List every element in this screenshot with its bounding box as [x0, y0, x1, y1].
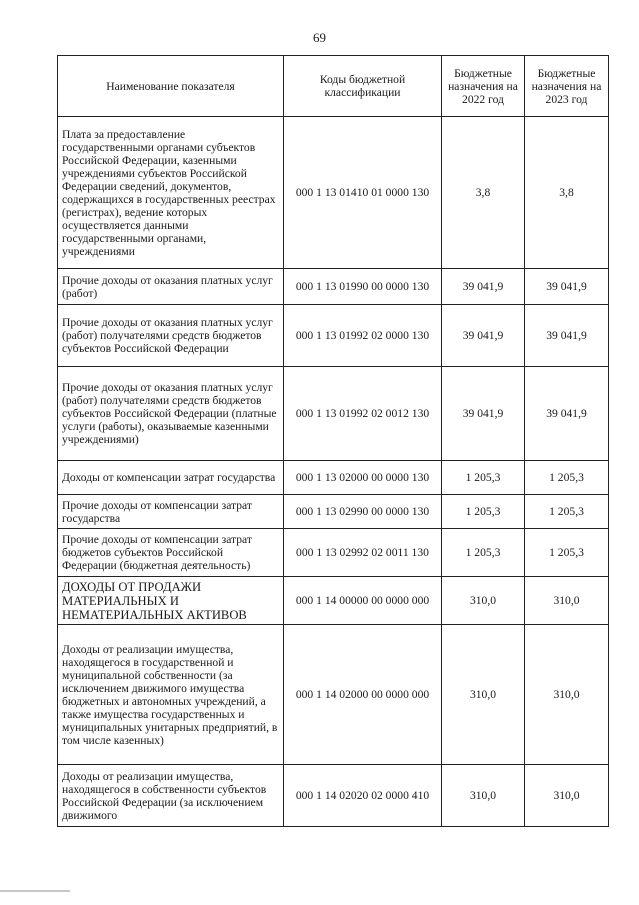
row-name: Прочие доходы от оказания платных услуг (работ) получателями средств бюджетов субъектов Российской Федерации (платные услуги (работы), оказываемые казенными учреждениями)	[58, 367, 284, 461]
table-row	[58, 577, 609, 625]
row-2022: 39 041,9	[442, 367, 525, 461]
row-2023: 310,0	[525, 625, 609, 765]
row-code: 000 1 13 01410 01 0000 130	[284, 117, 442, 269]
row-code: 000 1 13 02992 02 0011 130	[284, 529, 442, 577]
header-2022: Бюджетные назначения на 2022 год	[442, 56, 525, 117]
page-number: 69	[313, 30, 326, 45]
row-name: Прочие доходы от оказания платных услуг (работ)	[58, 269, 284, 305]
row-2022: 3,8	[442, 117, 525, 269]
row-2023: 3,8	[525, 117, 609, 269]
table-row	[58, 765, 609, 827]
row-name: Прочие доходы от компенсации затрат государства	[58, 495, 284, 529]
table-row	[58, 305, 609, 367]
row-2023: 39 041,9	[525, 367, 609, 461]
row-code: 000 1 13 02990 00 0000 130	[284, 495, 442, 529]
row-code: 000 1 14 02000 00 0000 000	[284, 625, 442, 765]
row-2022: 310,0	[442, 765, 525, 827]
row-code: 000 1 13 01992 02 0000 130	[284, 305, 442, 367]
row-2023: 1 205,3	[525, 529, 609, 577]
row-2023: 310,0	[525, 577, 609, 625]
row-2022: 310,0	[442, 625, 525, 765]
row-2022: 39 041,9	[442, 269, 525, 305]
row-name: Доходы от реализации имущества, находящегося в собственности субъектов Российской Федерации (за исключением движимого	[58, 765, 284, 827]
row-2023: 1 205,3	[525, 495, 609, 529]
table-row	[58, 269, 609, 305]
row-2022: 1 205,3	[442, 495, 525, 529]
row-2023: 310,0	[525, 765, 609, 827]
row-code: 000 1 13 01990 00 0000 130	[284, 269, 442, 305]
row-name: ДОХОДЫ ОТ ПРОДАЖИ МАТЕРИАЛЬНЫХ И НЕМАТЕРИАЛЬНЫХ АКТИВОВ	[58, 577, 284, 625]
table-header-row	[58, 56, 609, 117]
table-row	[58, 625, 609, 765]
row-code: 000 1 13 02000 00 0000 130	[284, 461, 442, 495]
row-name: Доходы от компенсации затрат государства	[58, 461, 284, 495]
header-name: Наименование показателя	[58, 56, 284, 117]
row-2023: 39 041,9	[525, 305, 609, 367]
budget-table	[57, 55, 609, 827]
row-2022: 1 205,3	[442, 461, 525, 495]
header-code: Коды бюджетной классификации	[284, 56, 442, 117]
row-name: Плата за предоставление государственными органами субъектов Российской Федерации, казенными учреждениями субъектов Российской Федерации сведений, документов, содержащихся в государственных реестрах (регистрах), ведение которых осуществляется данными государственными органами, учреждениями	[58, 117, 284, 269]
row-code: 000 1 14 00000 00 0000 000	[284, 577, 442, 625]
scan-edge-mark	[0, 890, 70, 892]
row-2022: 1 205,3	[442, 529, 525, 577]
row-2023: 39 041,9	[525, 269, 609, 305]
table-row	[58, 461, 609, 495]
row-code: 000 1 14 02020 02 0000 410	[284, 765, 442, 827]
table-row	[58, 529, 609, 577]
row-2022: 39 041,9	[442, 305, 525, 367]
row-name: Прочие доходы от оказания платных услуг (работ) получателями средств бюджетов субъектов Российской Федерации	[58, 305, 284, 367]
header-2023: Бюджетные назначения на 2023 год	[525, 56, 609, 117]
table-row	[58, 367, 609, 461]
row-code: 000 1 13 01992 02 0012 130	[284, 367, 442, 461]
row-name: Прочие доходы от компенсации затрат бюджетов субъектов Российской Федерации (бюджетная деятельность)	[58, 529, 284, 577]
row-name: Доходы от реализации имущества, находящегося в государственной и муниципальной собственности (за исключением движимого имущества бюджетных и автономных учреждений, а также имущества государственных и муниципальных унитарных предприятий, в том числе казенных)	[58, 625, 284, 765]
row-2022: 310,0	[442, 577, 525, 625]
table-row	[58, 117, 609, 269]
table-row	[58, 495, 609, 529]
row-2023: 1 205,3	[525, 461, 609, 495]
